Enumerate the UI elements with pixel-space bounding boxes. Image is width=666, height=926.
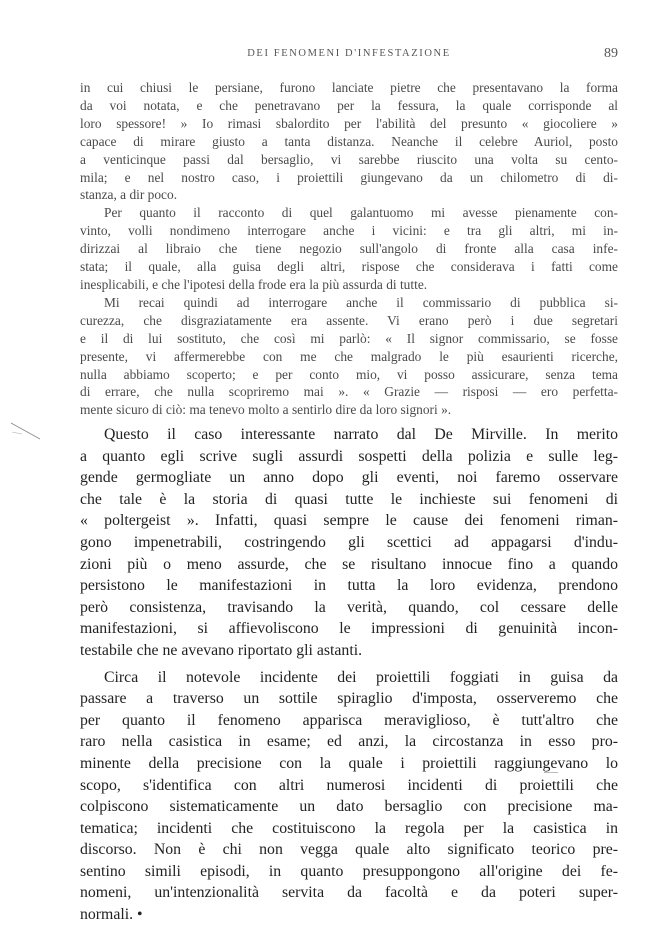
- text-line: testabile che ne avevano riportato gli astanti.: [80, 641, 363, 659]
- text-line: scopo, s'identifica con altri numerosi incidenti di proiettili che: [80, 776, 618, 794]
- text-line: di errare, che nulla scopriremo mai ». « Grazie — risposi — ero perfetta-: [80, 384, 618, 400]
- text-line: Mi recai quindi ad interrogare anche il commissario di pubblica si-: [104, 294, 618, 310]
- text-line: tematica; incidenti che costituiscono la regola per la casistica in: [80, 819, 618, 837]
- paragraph: [80, 79, 618, 204]
- text-line: normali. •: [80, 906, 143, 924]
- text-line: colpiscono sistematicamente un dato bersaglio con precisione ma-: [80, 798, 618, 816]
- paragraph: [80, 204, 618, 294]
- paragraph: [80, 294, 618, 419]
- text-line: a quanto egli scrive sugli assurdi sospetti della polizia e sulle leg-: [80, 447, 618, 465]
- paragraph: [80, 667, 618, 926]
- text-line: sentino simili episodi, in quanto presuppongono all'origine dei fe-: [80, 862, 618, 880]
- text-line: minente della precisione con la quale i proiettili raggiungevano lo: [80, 754, 618, 772]
- text-line: da voi notata, e che penetravano per la fessura, la quale corrisponde al: [80, 97, 618, 113]
- page-number: 89: [604, 46, 618, 61]
- main-text: [80, 424, 618, 926]
- text-line: presente, vi affermerebbe con me che malgrado le più esaurienti ricerche,: [80, 348, 618, 364]
- running-title: DEI FENOMENI D'INFESTAZIONE: [247, 48, 451, 59]
- text-line: a venticinque passi dal bersaglio, vi sarebbe riuscito una volta su cento-: [80, 151, 618, 167]
- margin-pencil-mark: [10, 422, 42, 442]
- text-line: gende germogliate un anno dopo gli eventi, noi faremo osservare: [80, 469, 618, 487]
- text-line: mila; e nel nostro caso, i proiettili giungevano da un chilometro di di-: [80, 169, 618, 185]
- text-line: stanza, a dir poco.: [80, 187, 178, 203]
- text-line: loro spessore! » Io rimasi sbalordito per l'abilità del presunto « giocoliere »: [80, 115, 618, 131]
- text-line: discorso. Non è chi non vegga quale alto significato teorico pre-: [80, 841, 618, 859]
- text-line: Per quanto il racconto di quel galantuomo mi avesse pienamente con-: [104, 205, 618, 221]
- text-line: Questo il caso interessante narrato dal De Mirville. In merito: [104, 426, 618, 443]
- text-line: in cui chiusi le persiane, furono lanciate pietre che presentavano la forma: [80, 80, 618, 95]
- text-line: che tale è la storia di quasi tutte le inchieste sui fenomeni di: [80, 490, 618, 508]
- text-line: gono impenetrabili, costringendo gli scettici ad appagarsi d'indu-: [80, 533, 618, 551]
- text-line: zioni più o meno assurde, che se risultano innocue fino a quando: [80, 555, 618, 573]
- quoted-testimony: [80, 79, 618, 419]
- text-line: nomeni, un'intenzionalità servita da facoltà e da poteri super-: [80, 884, 618, 902]
- text-line: curezza, che disgraziatamente era assente. Vi erano però i due segretari: [80, 312, 618, 328]
- text-line: manifestazioni, si affievoliscono le impressioni di genuinità incon-: [80, 620, 618, 638]
- text-line: mente sicuro di ciò: ma tenevo molto a sentirlo dire da loro signori ».: [80, 402, 452, 418]
- text-line: vinto, volli nondimeno interrogare anche i vicini: e tra gli altri, mi in-: [80, 223, 618, 239]
- text-line: e il di lui sostituto, che così mi parlò: « Il signor commissario, se fosse: [80, 330, 618, 346]
- text-line: dirizzai al libraio che tiene negozio sull'angolo di fronte alla casa infe-: [80, 241, 618, 257]
- text-line: Circa il notevole incidente dei proiettili foggiati in guisa da: [104, 668, 618, 686]
- paragraph: [80, 424, 618, 662]
- margin-dash: [544, 772, 558, 773]
- text-line: « poltergeist ». Infatti, quasi sempre le cause dei fenomeni riman-: [80, 512, 618, 530]
- text-line: nulla abbiamo scoperto; e per conto mio, vi posso assicurare, senza tema: [80, 366, 618, 382]
- text-line: raro nella casistica in esame; ed anzi, la circostanza in esso pro-: [80, 733, 618, 751]
- text-line: inesplicabili, e che l'ipotesi della frode era la più assurda di tutte.: [80, 276, 428, 292]
- text-line: passare a traverso un sottile spiraglio d'imposta, osserveremo che: [80, 690, 618, 708]
- text-line: stata; il quale, alla guisa degli altri, rispose che considerava i fatti come: [80, 259, 618, 275]
- text-line: persistono le manifestazioni in tutta la loro evidenza, prendono: [80, 577, 618, 595]
- text-line: però consistenza, travisando la verità, quando, col cessare delle: [80, 598, 618, 616]
- text-line: capace di mirare giusto a tanta distanza. Neanche il celebre Auriol, posto: [80, 133, 618, 149]
- page-header: [80, 48, 618, 64]
- text-line: per quanto il fenomeno apparisca meraviglioso, è tutt'altro che: [80, 711, 618, 729]
